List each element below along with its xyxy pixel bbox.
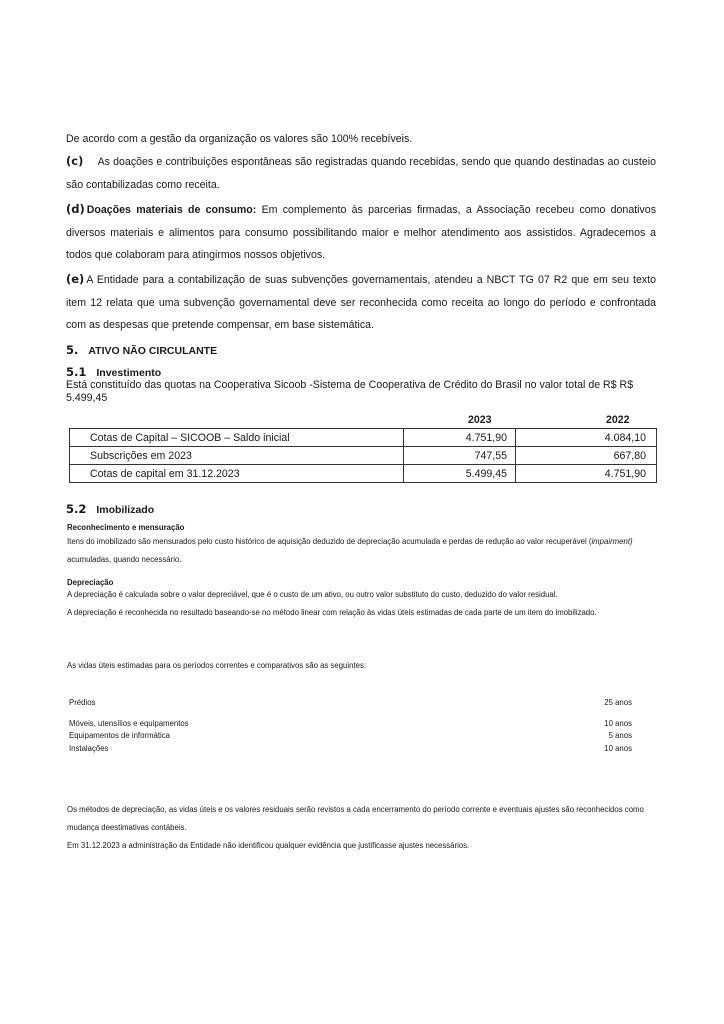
section-5-title: ATIVO NÃO CIRCULANTE: [88, 345, 218, 357]
item-e-text: A Entidade para a contabilização de suas subvenções governamentais, atendeu a NBCT TG 07 R2 que em seu texto item 12 relata que uma subvenção governamental deve ser reconhecida como receita ao longo do período e confrontada com as despesas que pretende compensar, em base sistemática.: [66, 274, 656, 331]
column-header-2022: 2022: [606, 414, 630, 426]
value-2022: 667,80: [516, 447, 657, 465]
closing-p1: Os métodos de depreciação, as vidas úteis e os valores residuais serão revistos a cada encerramento do período corrente e eventuais ajustes são reconhecidos como mudança deestimativas contábeis.: [67, 805, 644, 832]
item-d-paragraph: [66, 198, 656, 267]
row-label: Cotas de capital em 31.12.2023: [70, 465, 404, 483]
item-e-paragraph: [66, 268, 656, 337]
section-5-1-number: 5.1: [66, 365, 87, 379]
section-5-heading: [66, 343, 217, 357]
item-d-label: (d): [66, 202, 85, 216]
row-label: Subscrições em 2023: [70, 447, 404, 465]
list-item: Instalações 10 anos: [69, 743, 632, 753]
investment-table: [69, 428, 657, 483]
reconhecimento-title: Reconhecimento e mensuração: [67, 523, 185, 532]
value-2022: 4.751,90: [516, 465, 657, 483]
depreciacao-p2: A depreciação é reconhecida no resultado baseando-se no método linear com relação às vidas úteis estimadas de cada parte de um item do imobilizado.: [67, 608, 597, 617]
table-row: [70, 429, 657, 447]
intro-paragraph: De acordo com a gestão da organização os valores são 100% recebíveis.: [66, 133, 413, 145]
value-2023: 747,55: [404, 447, 516, 465]
section-5-number: 5.: [66, 343, 79, 357]
item-c-paragraph: [66, 150, 656, 196]
depreciacao-p1: A depreciação é calculada sobre o valor depreciável, que é o custo de um ativo, ou outro valor substituto do custo, deduzido do valor residual.: [67, 590, 558, 599]
depreciacao-title: Depreciação: [67, 578, 114, 587]
vidas-list: [69, 697, 632, 755]
column-header-2023: 2023: [468, 414, 492, 426]
list-item: Equipamentos de informática 5 anos: [69, 731, 632, 740]
closing-p2: Em 31.12.2023 a administração da Entidade não identificou qualquer evidência que justificasse ajustes necessários.: [67, 841, 470, 850]
table-row: [70, 465, 657, 483]
section-5-2-number: 5.2: [66, 502, 87, 516]
section-5-1-title: Investimento: [96, 367, 162, 379]
section-5-1-text: Está constituído das quotas na Cooperativa Sicoob -Sistema de Cooperativa de Crédito do Brasil no valor total de R$ R$ 5.499,45: [66, 379, 634, 404]
table-row: [70, 447, 657, 465]
item-d-title: Doações materiais de consumo:: [86, 204, 257, 216]
reconhecimento-text: Itens do imobilizado são mensurados pelo custo histórico de aquisição deduzido de depreciação acumulada e perdas de redução ao valor recuperável (impairment) acumuladas, quando necessário.: [67, 537, 633, 564]
value-2022: 4.084,10: [516, 429, 657, 447]
value-2023: 4.751,90: [404, 429, 516, 447]
section-5-2-heading: [66, 502, 154, 516]
item-d-text: Em complemento às parcerias firmadas, a Associação recebeu como donativos diversos materiais e alimentos para consumo possibilitando maior e melhor atendimento aos assistidos. Agradecemos a todos que colaboram para atingirmos nossos objetivos.: [66, 204, 656, 261]
item-c-label: (c): [66, 154, 84, 168]
row-label: Cotas de Capital – SICOOB – Saldo inicial: [70, 429, 404, 447]
value-2023: 5.499,45: [404, 465, 516, 483]
section-5-1-heading: [66, 365, 161, 379]
list-item: Móveis, utensílios e equipamentos 10 anos: [69, 718, 632, 728]
vidas-intro: As vidas úteis estimadas para os períodos correntes e comparativos são as seguintes:: [67, 661, 367, 670]
section-5-2-title: Imobilizado: [96, 504, 155, 516]
item-e-label: (e): [66, 272, 85, 286]
list-item: Prédios 25 anos: [69, 698, 632, 707]
item-c-text: As doações e contribuições espontâneas são registradas quando recebidas, sendo que quando destinadas ao custeio são contabilizadas como receita.: [66, 156, 656, 191]
